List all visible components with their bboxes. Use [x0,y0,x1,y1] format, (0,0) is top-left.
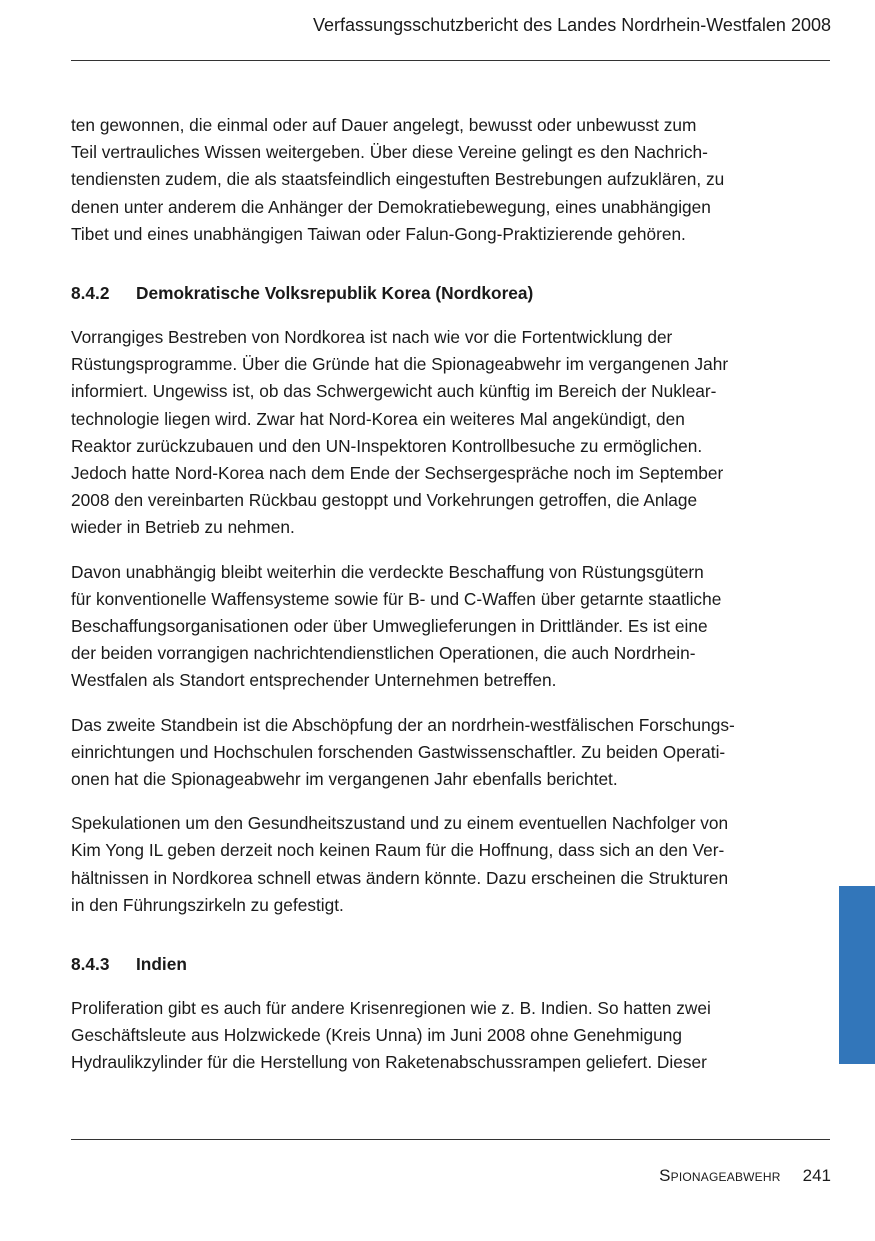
text-line: onen hat die Spionageabwehr im vergangenen Jahr ebenfalls berichtet. [71,769,618,790]
text-line: 2008 den vereinbarten Rückbau gestoppt und Vorkehrungen getroffen, die Anlage [71,490,698,511]
footer-section-name: Spionageabwehr [659,1166,781,1185]
text-line: Teil vertrauliches Wissen weitergeben. Über diese Vereine gelingt es den Nachrich- [71,142,708,163]
footer-rule [71,1139,830,1140]
section-title: Demokratische Volksrepublik Korea (Nordkorea) [136,283,534,304]
text-line: einrichtungen und Hochschulen forschenden Gastwissenschaftler. Zu beiden Operati- [71,741,726,762]
page-number: 241 [802,1166,831,1185]
running-header: Verfassungsschutzbericht des Landes Nordrhein-Westfalen 2008 [313,15,831,35]
text-line: für konventionelle Waffensysteme sowie für B- und C-Waffen über getarnte staatliche [71,588,722,609]
text-line: in den Führungszirkeln zu gefestigt. [71,894,344,915]
text-line: Hydraulikzylinder für die Herstellung von Raketenabschussrampen geliefert. Dieser [71,1052,707,1073]
text-line: denen unter anderem die Anhänger der Demokratiebewegung, eines unabhängigen [71,196,711,217]
text-line: wieder in Betrieb zu nehmen. [71,517,295,538]
text-line: hältnissen in Nordkorea schnell etwas ändern könnte. Dazu erscheinen die Strukturen [71,867,729,888]
section-heading-8-4-2 [71,280,801,307]
section-number: 8.4.2 [71,283,110,304]
running-footer [659,1164,831,1188]
text-line: ten gewonnen, die einmal oder auf Dauer angelegt, bewusst oder unbewusst zum [71,115,697,135]
text-line: Davon unabhängig bleibt weiterhin die verdeckte Beschaffung von Rüstungsgütern [71,561,704,582]
text-line: Das zweite Standbein ist die Abschöpfung der an nordrhein-westfälischen Forschungs- [71,714,735,735]
paragraph-indien-1 [71,995,801,1077]
text-line: Rüstungsprogramme. Über die Gründe hat die Spionageabwehr im vergangenen Jahr [71,354,729,375]
page-content [71,112,801,1077]
text-line: Reaktor zurückzubauen und den UN-Inspektoren Kontrollbesuche zu ermöglichen. [71,435,703,456]
text-line: Spekulationen um den Gesundheitszustand und zu einem eventuellen Nachfolger von [71,813,729,834]
paragraph-nordkorea-4 [71,810,801,919]
chapter-thumb-tab [839,886,875,1064]
header-rule [71,60,830,61]
section-heading-8-4-3 [71,951,801,978]
text-line: Beschaffungsorganisationen oder über Umweglieferungen in Drittländer. Es ist eine [71,616,708,637]
text-line: Kim Yong IL geben derzeit noch keinen Raum für die Hoffnung, dass sich an den Ver- [71,840,725,861]
section-title: Indien [136,954,187,975]
text-line: technologie liegen wird. Zwar hat Nord-Korea ein weiteres Mal angekündigt, den [71,408,685,429]
paragraph-nordkorea-1 [71,324,801,542]
text-line: Jedoch hatte Nord-Korea nach dem Ende der Sechsergespräche noch im September [71,463,724,484]
text-line: Vorrangiges Bestreben von Nordkorea ist nach wie vor die Fortentwicklung der [71,327,673,348]
paragraph-nordkorea-2 [71,559,801,695]
text-line: Tibet und eines unabhängigen Taiwan oder Falun-Gong-Praktizierende gehören. [71,223,686,244]
text-line: Proliferation gibt es auch für andere Krisenregionen wie z. B. Indien. So hatten zwei [71,998,711,1019]
text-line: informiert. Ungewiss ist, ob das Schwergewicht auch künftig im Bereich der Nuklear- [71,381,717,402]
text-line: tendiensten zudem, die als staatsfeindlich eingestuften Bestrebungen aufzuklären, zu [71,169,725,190]
intro-paragraph [71,112,801,248]
paragraph-nordkorea-3 [71,712,801,794]
text-line: Westfalen als Standort entsprechender Unternehmen betreffen. [71,670,557,691]
text-line: der beiden vorrangigen nachrichtendienstlichen Operationen, die auch Nordrhein- [71,643,696,664]
section-number: 8.4.3 [71,954,110,975]
text-line: Geschäftsleute aus Holzwickede (Kreis Unna) im Juni 2008 ohne Genehmigung [71,1025,682,1046]
